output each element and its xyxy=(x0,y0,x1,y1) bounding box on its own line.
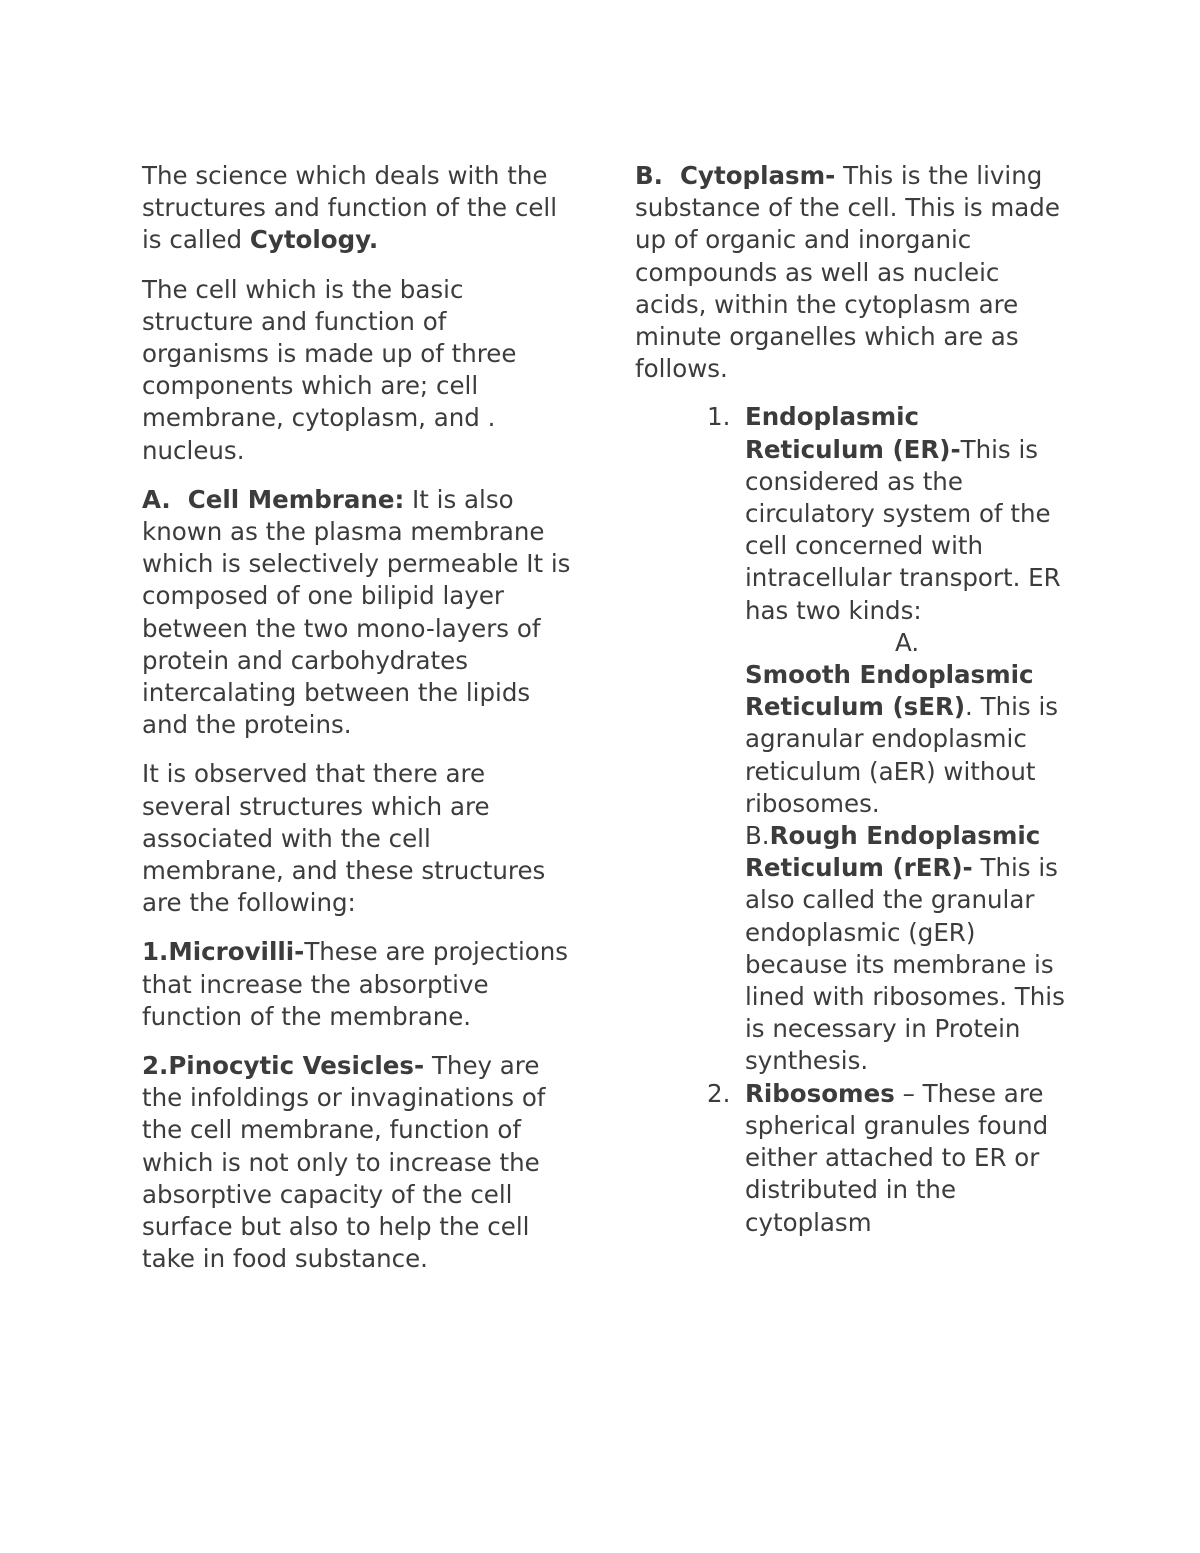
cell-membrane-heading: A. Cell Membrane: xyxy=(142,484,405,514)
er-heading: Endoplasmic Reticulum (ER)- xyxy=(745,402,961,464)
ser-text: . This is agranular endoplasmic reticulum (aER) without ribosomes. xyxy=(745,692,1059,818)
er-text: This is considered as the circulatory system of the cell concerned with intracellular transport. ER has two kinds: xyxy=(745,434,1061,625)
microvilli-heading: 1.Microvilli- xyxy=(142,937,305,967)
intro-text: The science which deals with the structures and function of the cell is called xyxy=(142,161,558,255)
pinocytic-text: They are the infoldings or invaginations of the cell membrane, function of which is not only to increase the absorptive capacity of the cell surface but also to help the cell take in food substance. xyxy=(142,1051,546,1274)
cytoplasm-heading: B. Cytoplasm- xyxy=(635,161,836,190)
list-item-endoplasmic-reticulum xyxy=(635,401,1065,1077)
microvilli-text: These are projections that increase the absorptive function of the membrane. xyxy=(142,937,569,1031)
ser-label: A. xyxy=(895,627,920,657)
organelles-list xyxy=(635,401,1065,1238)
cytoplasm-text: This is the living substance of the cell. This is made up of organic and inorganic compounds as well as nucleic acids, within the cytoplasm are minute organelles which are as follows. xyxy=(635,161,1060,384)
left-column xyxy=(142,160,572,1293)
pinocytic-paragraph xyxy=(142,1050,572,1275)
rer-heading: Rough Endoplasmic Reticulum (rER)- xyxy=(745,821,1041,883)
ser-heading: Smooth Endoplasmic Reticulum (sER) xyxy=(745,660,1034,722)
list-number: 2. xyxy=(707,1078,731,1108)
rer-text: This is also called the granular endoplasmic (gER) because its membrane is lined with ribosomes. This is necessary in Protein synthesis. xyxy=(745,853,1065,1076)
cell-membrane-paragraph xyxy=(142,484,572,742)
components-paragraph: The cell which is the basic structure and function of organisms is made up of three components which are; cell membrane, cytoplasm, and . nucleus. xyxy=(142,274,517,465)
ser-paragraph xyxy=(745,659,1065,820)
cell-membrane-text: It is also known as the plasma membrane which is selectively permeable It is composed of one bilipid layer between the two mono-layers of protein and carbohydrates intercalating between the lipids and the proteins. xyxy=(142,484,571,740)
list-number: 1. xyxy=(707,402,731,432)
microvilli-paragraph xyxy=(142,936,572,1033)
structures-intro-paragraph: It is observed that there are several structures which are associated with the cell membrane, and these structures are the following: xyxy=(142,759,546,918)
list-item-ribosomes xyxy=(635,1078,1065,1239)
intro-paragraph xyxy=(142,160,572,257)
rer-label: B. xyxy=(745,821,770,851)
right-column xyxy=(635,160,1065,1239)
ribosomes-text: – These are spherical granules found either attached to ER or distributed in the cytoplasm xyxy=(745,1078,1049,1237)
pinocytic-heading: 2.Pinocytic Vesicles- xyxy=(142,1051,425,1081)
cytoplasm-paragraph xyxy=(635,160,1065,385)
cytology-term: Cytology. xyxy=(249,225,379,255)
rer-paragraph xyxy=(745,820,1065,1078)
ribosomes-heading: Ribosomes xyxy=(745,1078,895,1108)
